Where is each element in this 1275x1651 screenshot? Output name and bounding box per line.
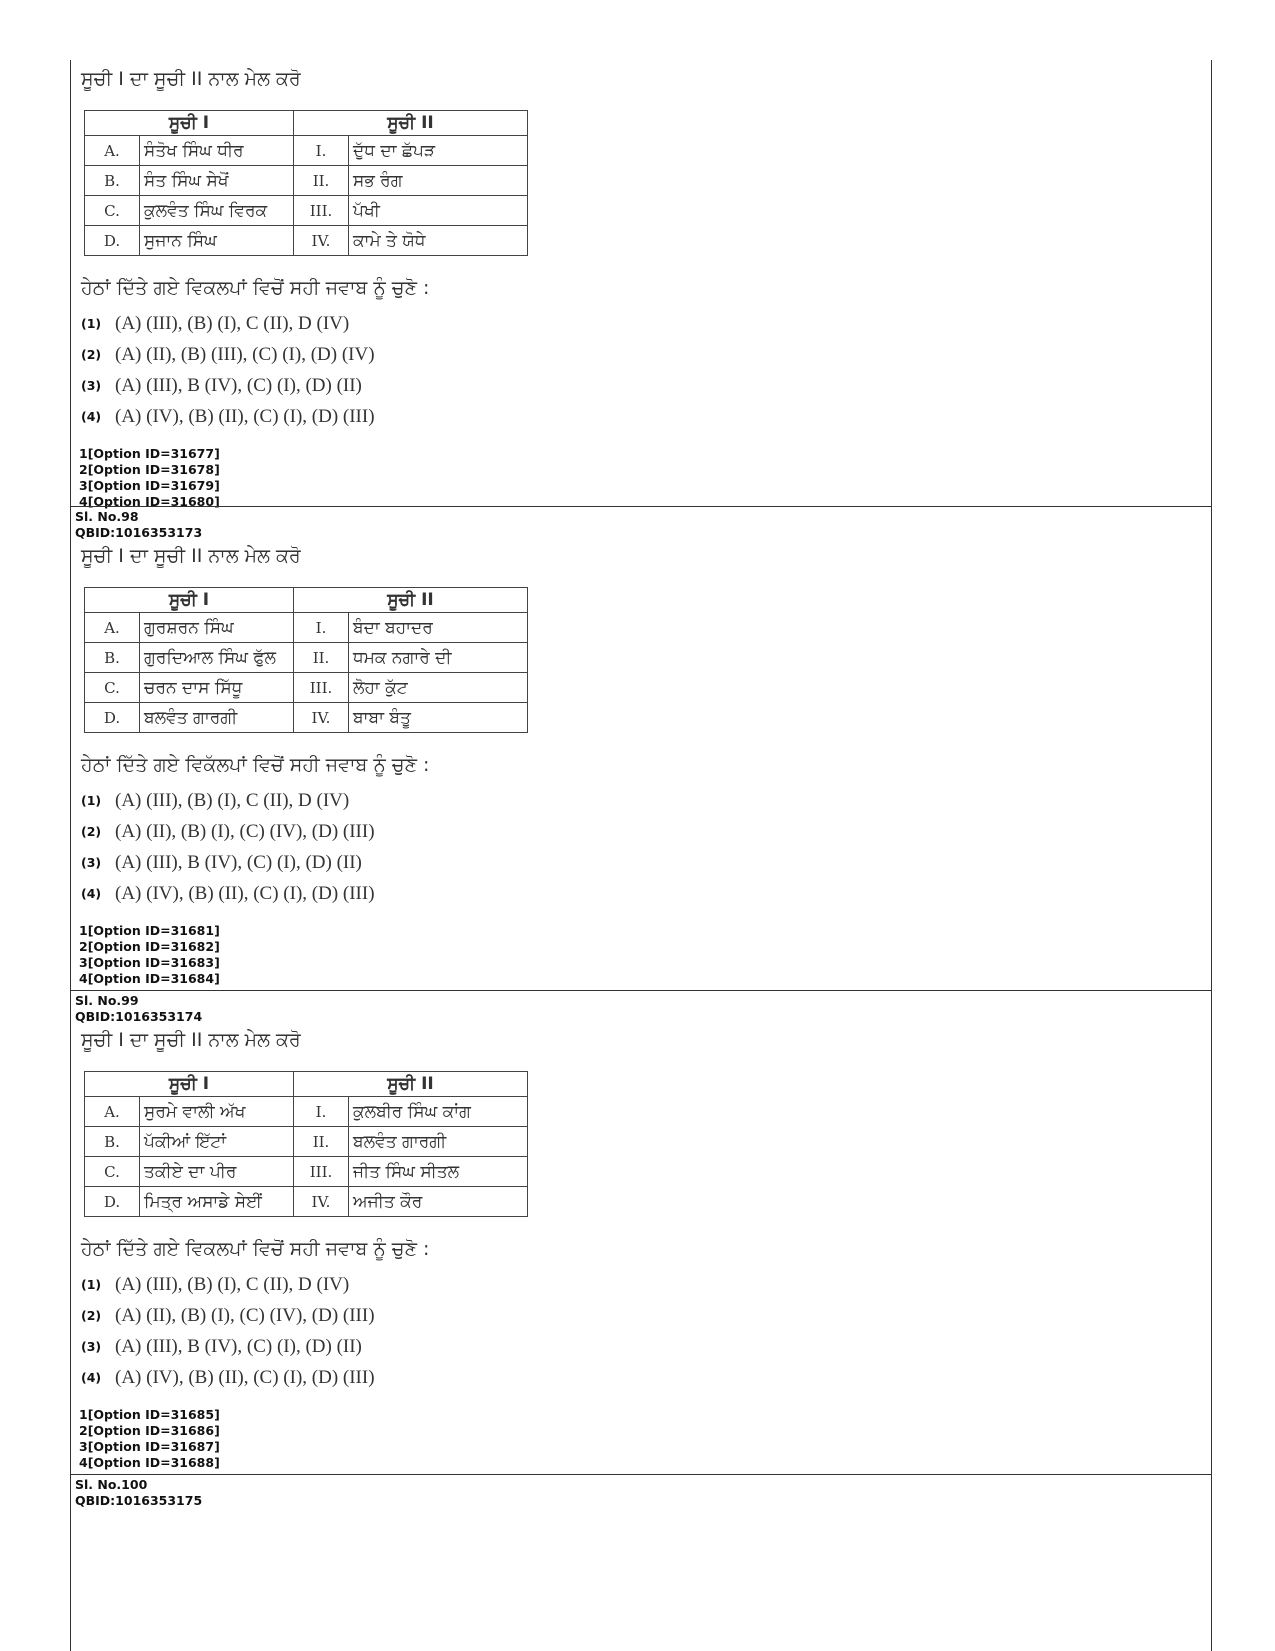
option-item[interactable]	[81, 370, 1211, 401]
question-divider	[71, 506, 1211, 507]
row-letter: D.	[85, 1187, 140, 1217]
option-text: (A) (IV), (B) (II), (C) (I), (D) (III)	[115, 883, 375, 904]
option-id: 2[Option ID=31686]	[79, 1423, 220, 1438]
table-row	[85, 673, 528, 703]
option-item[interactable]	[81, 401, 1211, 432]
row-roman: III.	[294, 1157, 349, 1187]
option-id: 1[Option ID=31685]	[79, 1407, 220, 1422]
page-frame	[70, 60, 1212, 1651]
table-row	[85, 166, 528, 196]
list-2-item: ਪੱਖੀ	[349, 196, 528, 226]
row-letter: A.	[85, 136, 140, 166]
option-text: (A) (III), (B) (I), C (II), D (IV)	[115, 790, 350, 811]
match-table	[84, 1071, 528, 1217]
option-number: (2)	[81, 1308, 102, 1323]
option-item[interactable]	[81, 1331, 1211, 1362]
row-roman: III.	[294, 196, 349, 226]
list-1-item: ਸੁਜਾਨ ਸਿੰਘ	[140, 226, 294, 256]
list-1-item: ਕੁਲਵੰਤ ਸਿੰਘ ਵਿਰਕ	[140, 196, 294, 226]
table-row	[85, 1187, 528, 1217]
table-row	[85, 613, 528, 643]
question-title: ਸੂਚੀ I ਦਾ ਸੂਚੀ II ਨਾਲ ਮੇਲ ਕਰੋ	[81, 545, 301, 567]
row-roman: III.	[294, 673, 349, 703]
serial-number: Sl. No.100	[75, 1477, 148, 1492]
option-text: (A) (III), (B) (I), C (II), D (IV)	[115, 313, 350, 334]
option-text: (A) (II), (B) (I), (C) (IV), (D) (III)	[115, 1305, 375, 1326]
qbid: QBID:1016353173	[75, 525, 203, 540]
option-number: (4)	[81, 886, 102, 901]
option-id: 2[Option ID=31678]	[79, 462, 220, 477]
list-1-item: ਬਲਵੰਤ ਗਾਰਗੀ	[140, 703, 294, 733]
table-row	[85, 703, 528, 733]
serial-number: Sl. No.99	[75, 993, 139, 1008]
option-text: (A) (IV), (B) (II), (C) (I), (D) (III)	[115, 1367, 375, 1388]
option-item[interactable]	[81, 785, 1211, 816]
list-2-item: ਲੋਹਾ ਕੁੱਟ	[349, 673, 528, 703]
instruction-text: ਹੇਠਾਂ ਦਿੱਤੇ ਗਏ ਵਿਕਲਪਾਂ ਵਿਚੋਂ ਸਹੀ ਜਵਾਬ ਨੂੰ ਚੁਣੋ :	[81, 1238, 430, 1260]
option-item[interactable]	[81, 1300, 1211, 1331]
table-header-row	[85, 111, 528, 136]
list-1-item: ਸੰਤੋਖ ਸਿੰਘ ਧੀਰ	[140, 136, 294, 166]
option-text: (A) (IV), (B) (II), (C) (I), (D) (III)	[115, 406, 375, 427]
option-item[interactable]	[81, 816, 1211, 847]
list-2-item: ਕੁਲਬੀਰ ਸਿੰਘ ਕਾਂਗ	[349, 1097, 528, 1127]
instruction-text: ਹੇਠਾਂ ਦਿੱਤੇ ਗਏ ਵਿਕਲਪਾਂ ਵਿਚੋਂ ਸਹੀ ਜਵਾਬ ਨੂੰ ਚੁਣੋ :	[81, 277, 430, 299]
option-item[interactable]	[81, 308, 1211, 339]
options-list	[81, 1269, 1211, 1393]
list-2-item: ਦੁੱਧ ਦਾ ਛੱਪੜ	[349, 136, 528, 166]
question-divider	[71, 990, 1211, 991]
option-text: (A) (II), (B) (I), (C) (IV), (D) (III)	[115, 821, 375, 842]
row-letter: D.	[85, 226, 140, 256]
list-1-item: ਤਕੀਏ ਦਾ ਪੀਰ	[140, 1157, 294, 1187]
option-item[interactable]	[81, 1269, 1211, 1300]
row-roman: IV.	[294, 226, 349, 256]
list-2-item: ਬੰਦਾ ਬਹਾਦਰ	[349, 613, 528, 643]
list-1-item: ਮਿਤ੍ਰ ਅਸਾਡੇ ਸੇਈਂ	[140, 1187, 294, 1217]
instruction-text: ਹੇਠਾਂ ਦਿੱਤੇ ਗਏ ਵਿਕੱਲਪਾਂ ਵਿਚੋਂ ਸਹੀ ਜਵਾਬ ਨੂੰ ਚੁਣੋ :	[81, 754, 430, 776]
option-id: 4[Option ID=31688]	[79, 1455, 220, 1470]
row-roman: II.	[294, 166, 349, 196]
row-roman: II.	[294, 643, 349, 673]
option-ids	[75, 1407, 1211, 1471]
next-question-header	[71, 1477, 1211, 1509]
option-item[interactable]	[81, 339, 1211, 370]
list-2-item: ਧਮਕ ਨਗਾਰੇ ਦੀ	[349, 643, 528, 673]
qbid: QBID:1016353174	[75, 1009, 203, 1024]
list-1-item: ਸੰਤ ਸਿੰਘ ਸੇਖੋਂ	[140, 166, 294, 196]
list-1-item: ਗੁਰਸ਼ਰਨ ਸਿੰਘ	[140, 613, 294, 643]
option-id: 1[Option ID=31677]	[79, 446, 220, 461]
table-row	[85, 136, 528, 166]
question-title: ਸੂਚੀ I ਦਾ ਸੂਚੀ II ਨਾਲ ਮੇਲ ਕਰੋ	[81, 68, 301, 90]
row-letter: D.	[85, 703, 140, 733]
table-row	[85, 1097, 528, 1127]
row-roman: I.	[294, 613, 349, 643]
option-id: 2[Option ID=31682]	[79, 939, 220, 954]
row-letter: A.	[85, 613, 140, 643]
question-title: ਸੂਚੀ I ਦਾ ਸੂਚੀ II ਨਾਲ ਮੇਲ ਕਰੋ	[81, 1029, 301, 1051]
option-text: (A) (III), B (IV), (C) (I), (D) (II)	[115, 852, 362, 873]
option-ids	[75, 446, 1211, 510]
option-number: (4)	[81, 409, 102, 424]
option-number: (2)	[81, 347, 102, 362]
question-divider	[71, 1474, 1211, 1475]
question-block	[71, 509, 1211, 987]
match-table	[84, 587, 528, 733]
option-id: 1[Option ID=31681]	[79, 923, 220, 938]
option-item[interactable]	[81, 878, 1211, 909]
row-letter: B.	[85, 166, 140, 196]
table-row	[85, 1127, 528, 1157]
match-table	[84, 110, 528, 256]
option-text: (A) (III), B (IV), (C) (I), (D) (II)	[115, 1336, 362, 1357]
option-id: 3[Option ID=31687]	[79, 1439, 220, 1454]
question-block	[71, 993, 1211, 1471]
option-text: (A) (II), (B) (III), (C) (I), (D) (IV)	[115, 344, 375, 365]
list-1-header: ਸੂਚੀ I	[85, 588, 294, 613]
row-roman: I.	[294, 1097, 349, 1127]
qbid: QBID:1016353175	[75, 1493, 203, 1508]
row-letter: B.	[85, 1127, 140, 1157]
list-1-header: ਸੂਚੀ I	[85, 111, 294, 136]
list-2-item: ਅਜੀਤ ਕੌਰ	[349, 1187, 528, 1217]
option-text: (A) (III), (B) (I), C (II), D (IV)	[115, 1274, 350, 1295]
option-item[interactable]	[81, 847, 1211, 878]
list-2-item: ਸਭ ਰੰਗ	[349, 166, 528, 196]
table-header-row	[85, 1072, 528, 1097]
row-roman: IV.	[294, 703, 349, 733]
list-1-header: ਸੂਚੀ I	[85, 1072, 294, 1097]
option-number: (3)	[81, 855, 102, 870]
option-id: 4[Option ID=31680]	[79, 494, 220, 509]
option-item[interactable]	[81, 1362, 1211, 1393]
option-text: (A) (III), B (IV), (C) (I), (D) (II)	[115, 375, 362, 396]
row-roman: IV.	[294, 1187, 349, 1217]
row-letter: A.	[85, 1097, 140, 1127]
option-number: (4)	[81, 1370, 102, 1385]
option-number: (1)	[81, 316, 102, 331]
list-1-item: ਸੁਰਮੇ ਵਾਲੀ ਅੱਖ	[140, 1097, 294, 1127]
option-ids	[75, 923, 1211, 987]
list-2-header: ਸੂਚੀ II	[294, 111, 528, 136]
option-id: 4[Option ID=31684]	[79, 971, 220, 986]
list-2-header: ਸੂਚੀ II	[294, 588, 528, 613]
list-1-item: ਗੁਰਦਿਆਲ ਸਿੰਘ ਫੁੱਲ	[140, 643, 294, 673]
list-2-item: ਬਾਬਾ ਬੰਤੂ	[349, 703, 528, 733]
table-row	[85, 1157, 528, 1187]
row-roman: II.	[294, 1127, 349, 1157]
option-number: (2)	[81, 824, 102, 839]
row-letter: C.	[85, 196, 140, 226]
row-roman: I.	[294, 136, 349, 166]
list-2-item: ਕਾਮੇ ਤੇ ਯੋਧੇ	[349, 226, 528, 256]
table-header-row	[85, 588, 528, 613]
options-list	[81, 785, 1211, 909]
list-1-item: ਪੱਕੀਆਂ ਇੱਟਾਂ	[140, 1127, 294, 1157]
option-number: (3)	[81, 378, 102, 393]
serial-number: Sl. No.98	[75, 509, 139, 524]
table-row	[85, 643, 528, 673]
option-number: (1)	[81, 1277, 102, 1292]
list-1-item: ਚਰਨ ਦਾਸ ਸਿੱਧੂ	[140, 673, 294, 703]
row-letter: B.	[85, 643, 140, 673]
question-block	[71, 60, 1211, 510]
list-2-header: ਸੂਚੀ II	[294, 1072, 528, 1097]
options-list	[81, 308, 1211, 432]
list-2-item: ਬਲਵੰਤ ਗਾਰਗੀ	[349, 1127, 528, 1157]
row-letter: C.	[85, 673, 140, 703]
table-row	[85, 226, 528, 256]
option-id: 3[Option ID=31679]	[79, 478, 220, 493]
option-id: 3[Option ID=31683]	[79, 955, 220, 970]
table-row	[85, 196, 528, 226]
option-number: (3)	[81, 1339, 102, 1354]
list-2-item: ਜੀਤ ਸਿੰਘ ਸੀਤਲ	[349, 1157, 528, 1187]
option-number: (1)	[81, 793, 102, 808]
row-letter: C.	[85, 1157, 140, 1187]
